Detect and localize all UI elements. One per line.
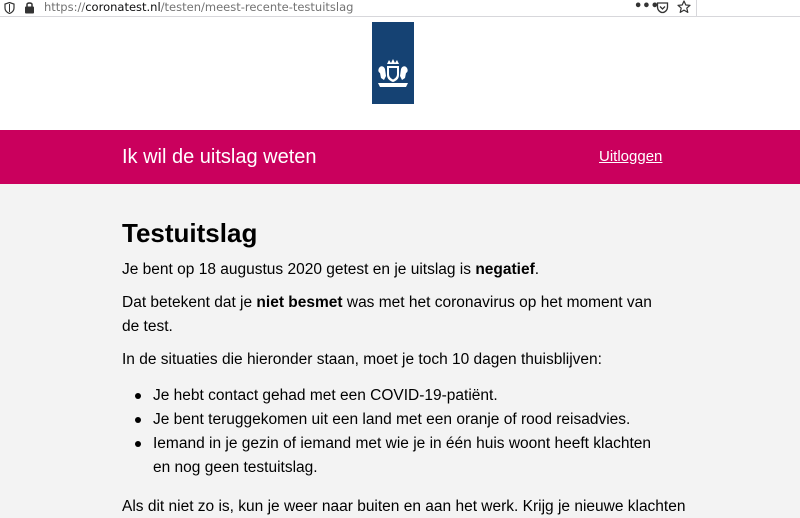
closing-paragraph: Als dit niet zo is, kun je weer naar buiten en aan het werk. Krijg je nieuwe klachten xyxy=(122,498,686,515)
lock-icon[interactable] xyxy=(24,1,35,14)
url-input[interactable] xyxy=(44,0,353,15)
result-text-end: . xyxy=(534,261,540,278)
url-prefix: https:// xyxy=(44,0,86,14)
result-paragraph xyxy=(122,258,539,282)
list-item: Je bent teruggekomen uit een land met een oranje of rood reisadvies. xyxy=(122,408,667,432)
bookmark-star-icon[interactable] xyxy=(677,0,691,14)
meaning-bold: niet besmet xyxy=(256,294,343,311)
situations-intro: In de situaties die hieronder staan, moet je toch 10 dagen thuisblijven: xyxy=(122,351,602,368)
title-bar xyxy=(0,130,800,184)
result-text: Je bent op 18 augustus 2020 getest en je uitslag is xyxy=(122,261,476,278)
page-title: Testuitslag xyxy=(122,218,258,248)
list-item: Je hebt contact gehad met een COVID-19-patiënt. xyxy=(122,384,667,408)
result-value: negatief xyxy=(475,261,535,278)
tracking-protection-shield-icon[interactable] xyxy=(4,2,15,14)
rijksoverheid-logo[interactable] xyxy=(372,22,414,104)
toolbar-separator xyxy=(696,0,697,17)
meaning-text: Dat betekent dat je xyxy=(122,294,257,311)
coat-of-arms-icon xyxy=(374,58,412,98)
list-item: Iemand in je gezin of iemand met wie je in één huis woont heeft klachten en nog geen testuitslag. xyxy=(122,432,667,480)
situations-list xyxy=(122,384,667,480)
meaning-text-end: was met het coronavirus op het moment van de test. xyxy=(122,294,652,335)
page-heading-bar-title: Ik wil de uitslag weten xyxy=(122,146,317,168)
url-host: coronatest.nl xyxy=(85,0,161,14)
meaning-paragraph xyxy=(122,291,667,339)
url-path: /testen/meest-recente-testuitslag xyxy=(160,0,354,14)
page-actions-menu-icon[interactable]: ••• xyxy=(634,0,659,14)
pocket-icon[interactable] xyxy=(656,1,669,14)
logout-link[interactable]: Uitloggen xyxy=(599,148,663,165)
browser-url-bar xyxy=(0,0,800,17)
site-header xyxy=(0,17,800,130)
